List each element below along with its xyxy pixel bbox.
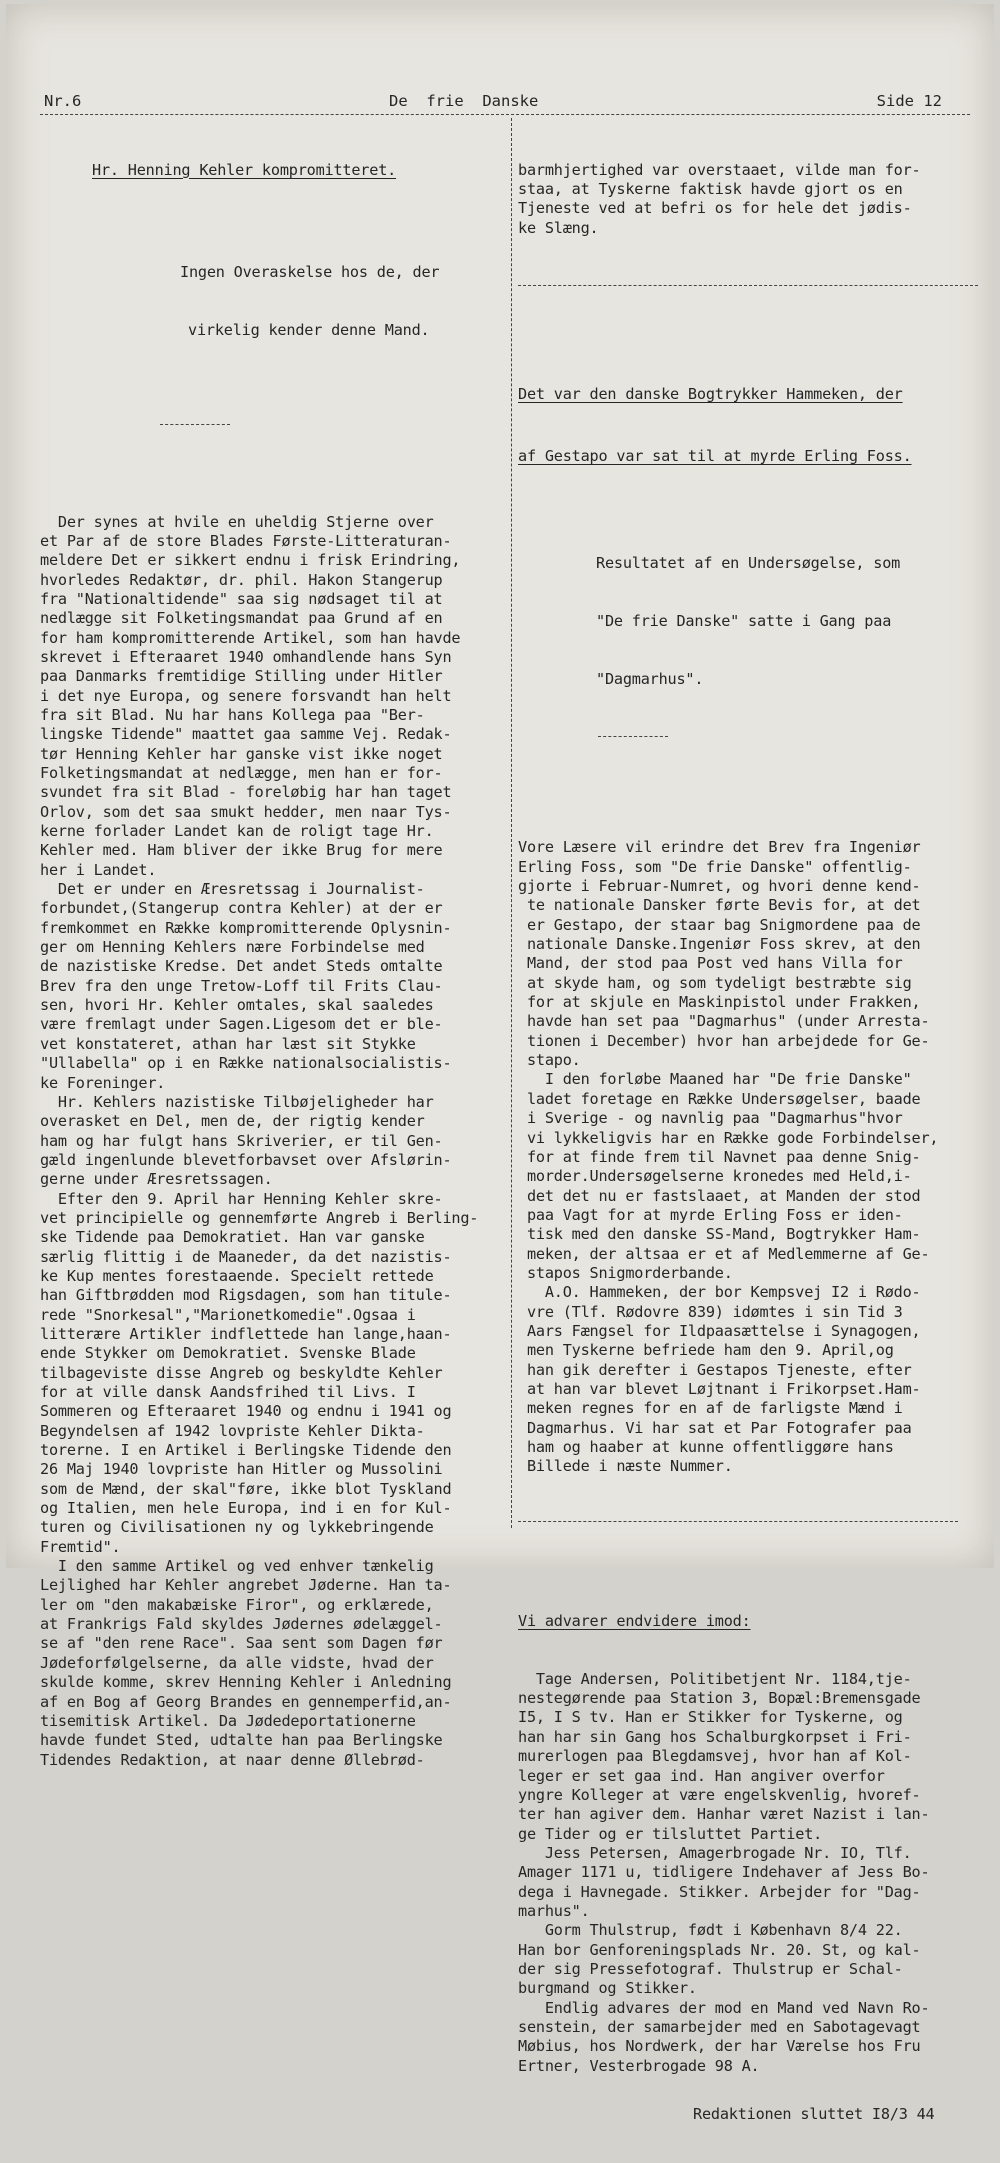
body-line: for at finde frem til Navnet paa denne Snig- (518, 1147, 921, 1166)
body-line: nedlægge sit Folketingsmandat paa Grund af en (40, 609, 443, 628)
warning-line: Jess Petersen, Amagerbrogade Nr. IO, Tlf. (518, 1843, 912, 1862)
page-number: Side 12 (876, 92, 942, 110)
body-line: han gik derefter i Gestapos Tjeneste, efter (518, 1360, 912, 1379)
body-line: vet konstateret, athan har læst sit Stykke (40, 1034, 416, 1053)
body-line: hvorledes Redaktør, dr. phil. Hakon Stangerup (40, 570, 443, 589)
body-line: Brev fra den unge Tretow-Loff til Frits Clau- (40, 976, 443, 995)
body-line: vet principielle og gennemførte Angreb i Berling- (40, 1208, 479, 1227)
body-line: Fremtid". (40, 1537, 121, 1556)
continuation-line: Tjeneste ved at befri os for hele det jødis- (518, 199, 912, 218)
body-line: Billede i næste Nummer. (518, 1457, 733, 1476)
body-line: af en Bog af Georg Brandes en gennemperfid,an- (40, 1692, 452, 1711)
headline-line: Det var den danske Bogtrykker Hammeken, der (518, 385, 903, 404)
body-line: fra "Nationaltidende" saa sig nødsaget til at (40, 589, 443, 608)
body-line: I den forløbe Maaned har "De frie Danske" (518, 1070, 912, 1089)
body-line: ham og har fulgt hans Skriverier, er til Gen- (40, 1131, 443, 1150)
body-line: vi lykkeligvis har en Række gode Forbindelser, (518, 1128, 939, 1147)
body-line: turen og Civilisationen ny og lykkebringende (40, 1518, 434, 1537)
body-line: se af "den rene Race". Saa sent som Dagen før (40, 1634, 443, 1653)
body-line: ger om Henning Kehlers nære Forbindelse med (40, 938, 425, 957)
warning-line: Amager 1171 u, tidligere Indehaver af Jess Bo- (518, 1863, 930, 1882)
body-line: er Gestapo, der staar bag Snigmordene paa de (518, 915, 921, 934)
body-line: fra sit Blad. Nu har hans Kollega paa "Ber- (40, 705, 425, 724)
headline-line: af Gestapo var sat til at myrde Erling Foss. (518, 447, 912, 466)
body-line: Efter den 9. April har Henning Kehler skre- (40, 1189, 443, 1208)
article-body (40, 513, 508, 1770)
body-line: de nazistiske Kredse. Det andet Steds omtalte (40, 957, 443, 976)
body-line: Der synes at hvile en uheldig Stjerne over (40, 512, 434, 531)
body-line: overasket en Del, men de, der rigtig kender (40, 1112, 425, 1131)
body-line: her i Landet. (40, 860, 157, 879)
body-line: Det er under en Æresretssag i Journalist- (40, 880, 425, 899)
body-line: "Ullabella" op i en Række nationalsocialistis- (40, 1054, 452, 1073)
body-line: gerne under Æresretssagen. (40, 1170, 273, 1189)
body-line: sen, hvori Hr. Kehler omtales, skal saaledes (40, 996, 434, 1015)
body-line: forbundet,(Stangerup contra Kehler) at der er (40, 899, 443, 918)
warning-line: der sig Pressefotograf. Thulstrup er Schal- (518, 1959, 903, 1978)
body-line: for at ville dansk Aandsfrihed til Livs. I (40, 1383, 416, 1401)
body-line: Sommeren og Efteraaret 1940 og endnu i 1941 og (40, 1402, 452, 1421)
body-line: Kehler med. Ham bliver der ikke Brug for mere (40, 841, 443, 860)
body-line: men Tyskerne befriede ham den 9. April,og (518, 1341, 894, 1360)
warning-line: han har sin Gang hos Schalburgkorpset i Fri- (518, 1727, 912, 1746)
subheading-rule (160, 424, 230, 425)
warning-line: burgmand og Stikker. (518, 1979, 697, 1998)
warning-line: leger er set gaa ind. Han angiver overfor (518, 1766, 885, 1785)
body-line: tør Henning Kehler har ganske vist ikke noget (40, 744, 443, 763)
body-line: at skyde ham, og som tydeligt bestræbte sig (518, 973, 912, 992)
warning-line: Han bor Genforeningsplads Nr. 20. St, og kal- (518, 1940, 921, 1959)
warning-line: Møbius, hos Nordwerk, der har Værelse hos Fru (518, 2037, 921, 2056)
body-line: ske Tidende paa Demokratiet. Han var ganske (40, 1228, 425, 1247)
right-column (518, 122, 978, 2163)
article-subheading-line: virkelig kender denne Mand. (188, 321, 430, 340)
newspaper-title: De frie Danske (389, 92, 539, 110)
body-line: ke Kup mentes forestaaende. Specielt rettede (40, 1266, 434, 1285)
body-line: kerne forlader Landet kan de roligt tage Hr. (40, 822, 434, 841)
body-line: tisemitisk Artikel. Da Jødedeportationerne (40, 1711, 416, 1730)
body-line: ham og haaber at kunne offentliggøre hans (518, 1438, 894, 1456)
issue-number: Nr.6 (44, 92, 82, 110)
body-line: tilbageviste disse Angreb og beskyldte Kehler (40, 1363, 443, 1382)
body-line: Dagmarhus. Vi har sat et Par Fotografer paa (518, 1418, 912, 1437)
body-line: Begyndelsen af 1942 lovpriste Kehler Dikta- (40, 1421, 425, 1440)
body-line: skulde komme, skrev Henning Kehler i Anledning (40, 1673, 452, 1692)
body-line: nationale Danske.Ingeniør Foss skrev, at den (518, 935, 921, 954)
body-line: ke Foreninger. (40, 1073, 166, 1092)
body-line: havde han set paa "Dagmarhus" (under Arresta- (518, 1012, 930, 1031)
body-line: I den samme Artikel og ved enhver tænkelig (40, 1557, 434, 1576)
article-heading: Hr. Henning Kehler kompromitteret. (92, 160, 397, 179)
body-line: rede "Snorkesal","Marionetkomedie".Ogsaa i (40, 1305, 416, 1324)
warning-line: I5, I S tv. Han er Stikker for Tyskerne, og (518, 1708, 903, 1727)
body-line: torerne. I en Artikel i Berlingske Tidende den (40, 1441, 452, 1460)
body-line: Hr. Kehlers nazistiske Tilbøjeligheder har (40, 1092, 434, 1111)
body-line: Folketingsmandat at nedlægge, men han er for- (40, 764, 443, 782)
body-line: tisk med den danske SS-Mand, Bogtrykker Ham- (518, 1225, 921, 1244)
body-line: meken, der altsaa er et af Medlemmerne af Ge- (518, 1244, 930, 1263)
warning-line: Gorm Thulstrup, født i København 8/4 22. (518, 1921, 903, 1940)
body-line: meldere Det er sikkert endnu i frisk Erindring, (40, 551, 461, 570)
body-line: for ham kompromitterende Artikel, som han havde (40, 628, 461, 647)
warning-line: marhus". (518, 1901, 590, 1920)
warning-line: ter han agiver dem. Hanhar været Nazist i lan- (518, 1805, 930, 1824)
subheading-line: "De frie Danske" satte i Gang paa (596, 611, 892, 630)
body-line: stapo. (518, 1051, 581, 1070)
page-header (44, 92, 954, 116)
body-line: gæld ingenlunde blevetforbavset over Afslørin- (40, 1150, 452, 1169)
body-line: morder.Undersøgelserne kronedes med Held,i- (518, 1167, 912, 1186)
body-line: paa Vagt for at myrde Erling Foss er iden- (518, 1205, 903, 1224)
body-line: han Giftbrødden mod Rigsdagen, som han titule- (40, 1286, 452, 1305)
warning-line: Tage Andersen, Politibetjent Nr. 1184,tje- (518, 1669, 912, 1688)
body-line: fremkommet en Række kompromitterende Oplysnin- (40, 918, 452, 937)
body-line: svundet fra sit Blad - foreløbig har han taget (40, 783, 452, 802)
body-line: Jødeforfølgelserne, da alle vidste, hvad der (40, 1653, 434, 1672)
editorial-closing: Redaktionen sluttet I8/3 44 (693, 2104, 935, 2123)
section-rule (518, 285, 978, 286)
body-line: et Par af de store Blades Første-Litteraturan- (40, 531, 452, 550)
body-line: 26 Maj 1940 lovpriste han Hitler og Mussolini (40, 1460, 443, 1479)
warning-line: yngre Kolleger at være engelskvenlig, hvoref- (518, 1785, 921, 1804)
article-body (518, 838, 978, 1476)
body-line: Lejlighed har Kehler angrebet Jøderne. Han ta- (40, 1576, 452, 1595)
header-rule (40, 114, 970, 115)
warning-body (518, 1670, 978, 2076)
body-line: Tidendes Redaktion, at naar denne Øllebrød- (40, 1750, 425, 1769)
body-line: særlig flittig i de Maaneder, da det nazistis- (40, 1247, 452, 1266)
warning-line: senstein, der samarbejder med en Sabotagevagt (518, 2017, 921, 2036)
body-line: at Frankrigs Fald skyldes Jødernes ødelæggel- (40, 1615, 443, 1634)
body-line: vre (Tlf. Rødovre 839) idømtes i sin Tid 3 (518, 1302, 903, 1321)
body-line: meken regnes for en af de farligste Mænd i (518, 1399, 903, 1418)
warning-line: Endlig advares der mod en Mand ved Navn Ro- (518, 1998, 930, 2017)
left-column (40, 122, 508, 1809)
continuation-line: staa, at Tyskerne faktisk havde gjort os en (518, 180, 903, 199)
body-line: tionen i December) hvor han arbejdede for Ge- (518, 1031, 930, 1050)
body-line: ladet foretage en Række Undersøgelser, baade (518, 1089, 921, 1108)
body-line: Orlov, som det saa smukt hedder, men naar Tys- (40, 802, 452, 821)
body-line: være fremlagt under Sagen.Ligesom det er ble- (40, 1015, 443, 1034)
body-line: havde fundet Sted, udtalte han paa Berlingske (40, 1731, 443, 1750)
warning-line: murerlogen paa Blegdamsvej, hvor han af Kol- (518, 1747, 912, 1766)
continuation-line: ke Slæng. (518, 218, 599, 237)
body-line: det det nu er fastslaaet, at Manden der stod (518, 1186, 921, 1205)
column-divider (511, 118, 512, 1528)
body-line: lingske Tidende" maattet gaa samme Vej. Redak- (40, 725, 452, 744)
body-line: ende Stykker om Demokratiet. Svenske Blade (40, 1344, 416, 1363)
body-line: Vore Læsere vil erindre det Brev fra Ingeniør (518, 838, 921, 857)
body-line: Mand, der stod paa Post ved hans Villa for (518, 954, 903, 973)
article-end-rule (518, 1521, 958, 1522)
body-line: som de Mænd, der skal"føre, ikke blot Tyskland (40, 1479, 452, 1498)
body-line: A.O. Hammeken, der bor Kempsvej I2 i Rødo- (518, 1283, 921, 1302)
warning-line: nestegørende paa Station 3, Bopæl:Bremensgade (518, 1689, 921, 1708)
subheading-line: Resultatet af en Undersøgelse, som (596, 553, 901, 572)
article-subheading-line: Ingen Overaskelse hos de, der (180, 263, 440, 282)
body-line: i Sverige - og navnlig paa "Dagmarhus"hvor (518, 1109, 903, 1128)
warning-line: ge Tider og er tilsluttet Partiet. (518, 1824, 823, 1843)
newspaper-page (6, 4, 994, 2123)
body-line: og Italien, men hele Europa, ind i en for Kul- (40, 1499, 452, 1518)
subheading-rule (598, 736, 668, 737)
body-line: Erling Foss, som "De frie Danske" offentlig- (518, 857, 912, 876)
body-line: te nationale Dansker førte Bevis for, at det (518, 896, 921, 915)
body-line: Aars Fængsel for Ildpaasættelse i Synagogen, (518, 1321, 921, 1340)
warning-line: Ertner, Vesterbrogade 98 A. (518, 2056, 760, 2075)
warning-line: dega i Havnegade. Stikker. Arbejder for "Dag- (518, 1882, 921, 1901)
body-line: paa Danmarks fremtidige Stilling under Hitler (40, 667, 443, 686)
article-continuation (518, 161, 978, 238)
body-line: for at skjule en Maskinpistol under Frakken, (518, 993, 921, 1012)
body-line: at han var blevet Løjtnant i Frikorpset.Ham- (518, 1379, 921, 1398)
body-line: stapos Snigmorderbande. (518, 1263, 733, 1282)
body-line: i det nye Europa, og senere forsvandt han helt (40, 686, 452, 705)
body-line: litterære Artikler indflettede han lange,haan- (40, 1324, 452, 1343)
warning-heading: Vi advarer endvidere imod: (518, 1611, 751, 1630)
subheading-line: "Dagmarhus". (596, 669, 704, 688)
body-line: skrevet i Efteraaret 1940 omhandlende hans Syn (40, 647, 452, 666)
continuation-line: barmhjertighed var overstaaet, vilde man for- (518, 160, 921, 179)
body-line: gjorte i Februar-Numret, og hvori denne kend- (518, 877, 921, 896)
body-line: ler om "den makabæiske Firor", og erklærede, (40, 1595, 434, 1614)
